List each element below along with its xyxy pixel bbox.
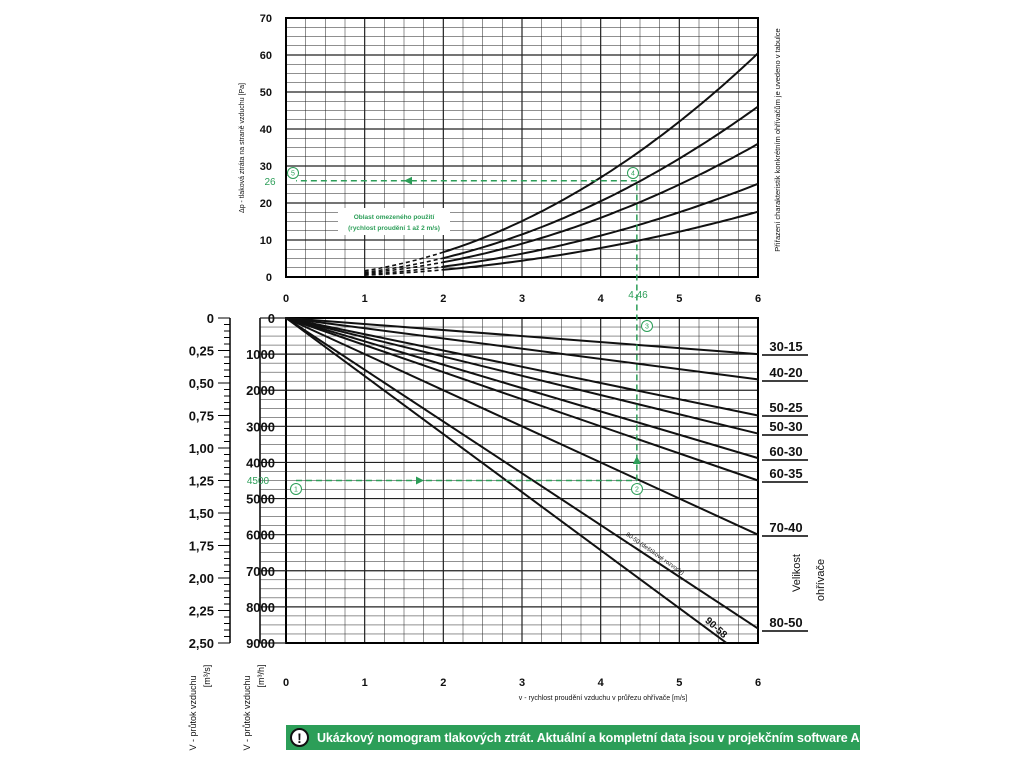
top-x-tick: 4	[597, 293, 604, 305]
m3s-axis-unit: [m³/s]	[202, 664, 212, 688]
marker-label-m4: 4	[631, 170, 635, 178]
example-velocity-label: 4.46	[628, 290, 648, 301]
bottom-x-tick: 5	[676, 677, 683, 689]
example-pressure-label: 26	[264, 177, 276, 188]
m3s-tick-label: 1,75	[188, 538, 214, 554]
top-y-tick: 70	[259, 13, 272, 25]
size-label-30-15: 30-15	[769, 339, 803, 354]
rotated-label-90-58: 90-58	[702, 615, 729, 641]
m3s-tick-label: 1,25	[188, 473, 214, 489]
size-label-50-25: 50-25	[769, 400, 803, 415]
marker-label-m3: 3	[645, 323, 649, 331]
top-y-tick: 10	[259, 235, 272, 247]
size-label-80-50: 80-50	[769, 615, 803, 630]
top-y-tick: 40	[259, 124, 272, 136]
m3h-tick-label: 4000	[246, 455, 275, 471]
bottom-x-tick: 6	[754, 677, 762, 689]
m3s-tick-label: 0,25	[188, 343, 214, 359]
bottom-x-tick: 3	[518, 677, 526, 689]
m3h-tick-label: 9000	[246, 636, 275, 651]
m3s-tick-label: 2,25	[188, 603, 214, 619]
marker-label-m5: 5	[291, 170, 295, 178]
marker-label-m1: 1	[294, 486, 298, 494]
m3h-tick-label: 2000	[246, 383, 275, 399]
m3s-axis-label: V - průtok vzduchu	[188, 675, 198, 751]
top-y-tick: 0	[265, 272, 272, 284]
restricted-note-line2: (rychlost proudění 1 až 2 m/s)	[348, 225, 440, 232]
top-y-tick: 50	[259, 87, 272, 99]
m3h-tick-label: 1000	[246, 347, 275, 363]
bottom-x-tick: 4	[597, 677, 604, 689]
size-label-60-30: 60-30	[769, 444, 803, 459]
size-title-line1: Velikost	[791, 554, 803, 592]
arrow-up	[633, 456, 641, 464]
m3h-tick-label: 6000	[246, 527, 275, 543]
top-y-axis-label: Δp - tlaková ztráta na straně vzduchu [Pa]	[239, 83, 246, 213]
m3s-tick-label: 1,00	[188, 441, 214, 456]
top-x-tick: 6	[754, 293, 762, 305]
rotated-label-80-50: 80-50 (deštíkové rozvody)	[624, 531, 685, 577]
grid-layer	[218, 18, 758, 643]
restricted-note-line1: Oblast omezeného použití	[353, 214, 435, 221]
banner-text: Ukázkový nomogram tlakových ztrát. Aktuální a kompletní data jsou v projekčním software AeroCAD.	[317, 730, 909, 745]
top-y-tick: 30	[259, 161, 272, 173]
m3h-tick-label: 8000	[246, 599, 275, 615]
m3s-tick-label: 0,50	[188, 376, 214, 391]
bottom-x-axis-label: v - rychlost proudění vzduchu v průřezu ohřívače [m/s]	[518, 695, 688, 702]
m3h-tick-label: 0	[267, 311, 275, 326]
m3s-tick-label: 2,50	[188, 636, 214, 651]
m3s-tick-label: 0	[206, 311, 214, 326]
m3s-tick-label: 2,00	[188, 571, 214, 586]
size-label-60-35: 60-35	[769, 466, 803, 481]
m3s-tick-label: 0,75	[188, 408, 214, 424]
top-x-tick: 1	[361, 293, 368, 305]
m3h-tick-label: 3000	[246, 419, 275, 435]
exclamation-icon: !	[290, 728, 309, 747]
top-x-tick: 5	[676, 293, 683, 305]
marker-label-m2: 2	[635, 486, 639, 494]
bottom-x-tick: 0	[282, 677, 290, 689]
m3h-axis-label: V - průtok vzduchu	[242, 675, 252, 751]
m3h-tick-label: 7000	[246, 563, 275, 579]
bottom-x-tick: 2	[440, 677, 447, 689]
top-x-tick: 0	[282, 293, 290, 305]
size-title-line2: ohřívače	[815, 558, 827, 602]
size-label-70-40: 70-40	[769, 520, 803, 535]
m3h-axis-unit: [m³/h]	[256, 664, 266, 688]
label-layer	[188, 13, 827, 751]
arrow-right	[416, 477, 424, 485]
m3s-tick-label: 1,50	[188, 506, 214, 521]
top-x-tick: 3	[518, 293, 526, 305]
top-y-tick: 20	[259, 198, 272, 210]
top-right-note: Přiřazení charakteristik konkrétním ohřívačům je uvedeno v tabulce	[773, 28, 782, 252]
info-banner	[286, 725, 909, 750]
top-y-tick: 60	[259, 50, 272, 62]
example-flow-label: 4500	[246, 476, 270, 487]
size-label-40-20: 40-20	[769, 365, 803, 380]
size-label-50-30: 50-30	[769, 419, 803, 434]
top-x-tick: 2	[440, 293, 447, 305]
bottom-x-tick: 1	[361, 677, 368, 689]
arrow-left	[404, 177, 412, 185]
m3h-tick-label: 5000	[246, 491, 275, 507]
